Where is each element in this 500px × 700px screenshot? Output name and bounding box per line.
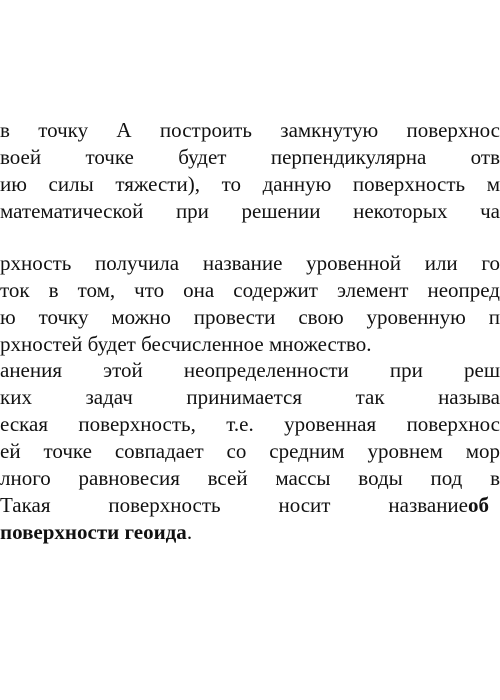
- text-line: анения этой неопределенности при реш: [0, 358, 500, 382]
- text-line: ей точке совпадает со средним уровнем мор: [0, 439, 500, 463]
- text-line: ию силы тяжести), то данную поверхность м: [0, 172, 500, 196]
- text-line: воей точке будет перпендикулярна отв: [0, 145, 500, 169]
- text-segment: Такая поверхность носит название: [0, 493, 468, 517]
- text-line-mixed: [0, 519, 500, 546]
- text-line: ких задач принимается так называ: [0, 385, 500, 409]
- bold-term: поверхности геоида: [0, 520, 187, 544]
- text-line: рхность получила название уровенной или го: [0, 251, 500, 275]
- text-line: рхностей будет бесчисленное множество.: [0, 332, 372, 356]
- text-line: в точку А построить замкнутую поверхнос: [0, 118, 500, 142]
- text-line: еская поверхность, т.е. уровенная поверхнос: [0, 412, 500, 436]
- bold-term-start: об: [468, 493, 489, 517]
- text-line: ю точку можно провести свою уровенную п: [0, 305, 500, 329]
- text-line-mixed: [0, 492, 500, 519]
- text-line: лного равновесия всей массы воды под в: [0, 466, 500, 490]
- text-line: ток в том, что она содержит элемент неопред: [0, 278, 500, 302]
- text-line: математической при решении некоторых ча: [0, 199, 500, 223]
- period: .: [186, 520, 193, 544]
